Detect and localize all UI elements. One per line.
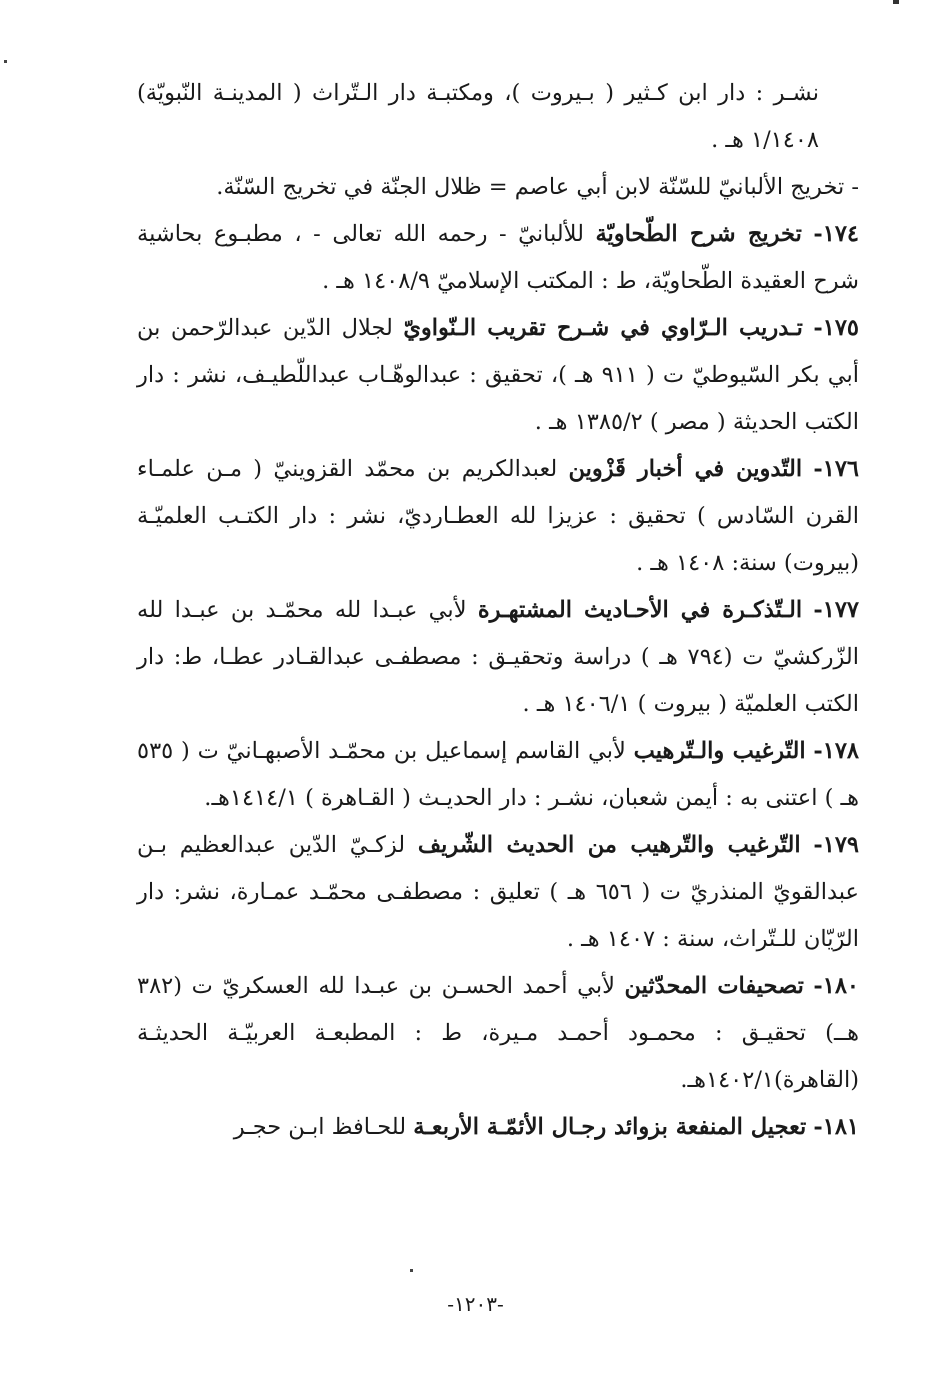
entry-text: لأبي أحمد الحسـن بن عبـدا لله العسكريّ ت (٣٨٢ هــ) تحقيـق : محمـود أحمـد مـيرة، ط : المطبعـة العربيّـة الحديثـة (القاهرة)١٤٠٢/١هـ. [137, 973, 859, 1093]
scan-mark [893, 0, 899, 4]
page-number: -١٢٠٣- [447, 1292, 504, 1316]
entry-number: ١٧٨- [813, 738, 859, 764]
entry-title: تصحيفات المحدّثين [624, 973, 804, 999]
entry-title: تخريج شرح الطّحاويّة [595, 221, 802, 247]
entry-text: لعبدالكريم بن محمّد القزوينيّ ( مـن علمـاء القرن السّادس ) تحقيق : عزيزا لله العطـارديّ، نشر : دار الكتـب العلميّـة (بيروت) سنة: ١٤٠٨ هـ . [137, 456, 859, 576]
cross-reference-line: - تخريج الألبانيّ للسّنّة لابن أبي عاصم = ظلال الجنّة في تخريج السّنّة. [216, 174, 859, 200]
entry-title: تـدريب الـرّاوي في شـرح تقريب الـنّواويّ [403, 315, 803, 341]
entry-number: ١٨٠- [813, 973, 859, 999]
entry-title: التّرغيب والـتّرهيب [633, 738, 806, 764]
bibliography-entry-174 [137, 211, 859, 305]
intro-publisher-line: نشـر : دار ابن كـثير ( بـيروت )، ومكتبـة دار الـتّراث ( المدينـة النّبويّة) ١/١٤٠٨ هـ . [137, 80, 819, 153]
entry-number: ١٧٦- [813, 456, 860, 482]
entry-number: ١٨١- [813, 1114, 859, 1140]
entry-number: ١٧٤- [813, 221, 859, 247]
entry-title: تعجيل المنفعة بزوائد رجـال الأئمّـة الأربعـة [413, 1114, 807, 1140]
entry-text: للحـافظ ابـن حجـر [233, 1114, 407, 1140]
bibliography-entry-181 [137, 1104, 859, 1151]
page-body [137, 70, 859, 1151]
scan-mark [4, 60, 7, 63]
bibliography-entry-177 [137, 587, 859, 728]
entry-number: ١٧٥- [813, 315, 859, 341]
entry-number: ١٧٩- [813, 832, 860, 858]
bibliography-entry-175 [137, 305, 859, 446]
entry-title: التّرغيب والتّرهيب من الحديث الشّريف [417, 832, 801, 858]
bibliography-entry-179 [137, 822, 859, 963]
entry-text: لزكـيّ الدّين عبدالعظيم بـن عبدالقويّ المنذريّ ت ( ٦٥٦ هـ ) تعليق : مصطفـى محمّـد عمـارة، نشر: دار الرّيّان للـتّراث، سنة : ١٤٠٧ هـ . [137, 832, 859, 952]
entry-title: الـتّذكـرة في الأحـاديث المشتهـرة [477, 597, 803, 623]
scan-mark [410, 1269, 413, 1272]
entry-text: للألبانيّ - رحمه الله تعالى - ، مطبـوع بحاشية شرح العقيدة الطّحاويّة، ط : المكتب الإسلاميّ ١٤٠٨/٩ هـ . [137, 221, 859, 294]
entry-title: التّدوين في أخبار قَزْوين [568, 456, 803, 482]
entry-text: لجلال الدّين عبدالرّحمن بن أبي بكر السّيوطيّ ت ( ٩١١ هـ )، تحقيق : عبدالوهّـاب عبداللّطيـف، نشر : دار الكتب الحديثة ( مصر ) ١٣٨٥/٢ هـ . [137, 315, 860, 435]
bibliography-entry-180 [137, 963, 859, 1104]
entry-text: لأبي القاسم إسماعيل بن محمّـد الأصبهـانيّ ت ( ٥٣٥ هـ ) اعتنى به : أيمن شعبان، نشـر : دار الحديـث ( القـاهرة ) ١٤١٤/١هـ. [137, 738, 859, 811]
bibliography-entry-176 [137, 446, 859, 587]
entry-number: ١٧٧- [813, 597, 859, 623]
entry-text: لأبي عبـدا لله محمّـد بن عبـدا لله الزّركشيّ ت (٧٩٤ هـ ) دراسة وتحقيـق : مصطفـى عبدالقـادر عطـا، ط: دار الكتب العلميّة ( بيروت ) ١٤٠٦/١ هـ . [137, 597, 859, 717]
bibliography-entry-178 [137, 728, 859, 822]
